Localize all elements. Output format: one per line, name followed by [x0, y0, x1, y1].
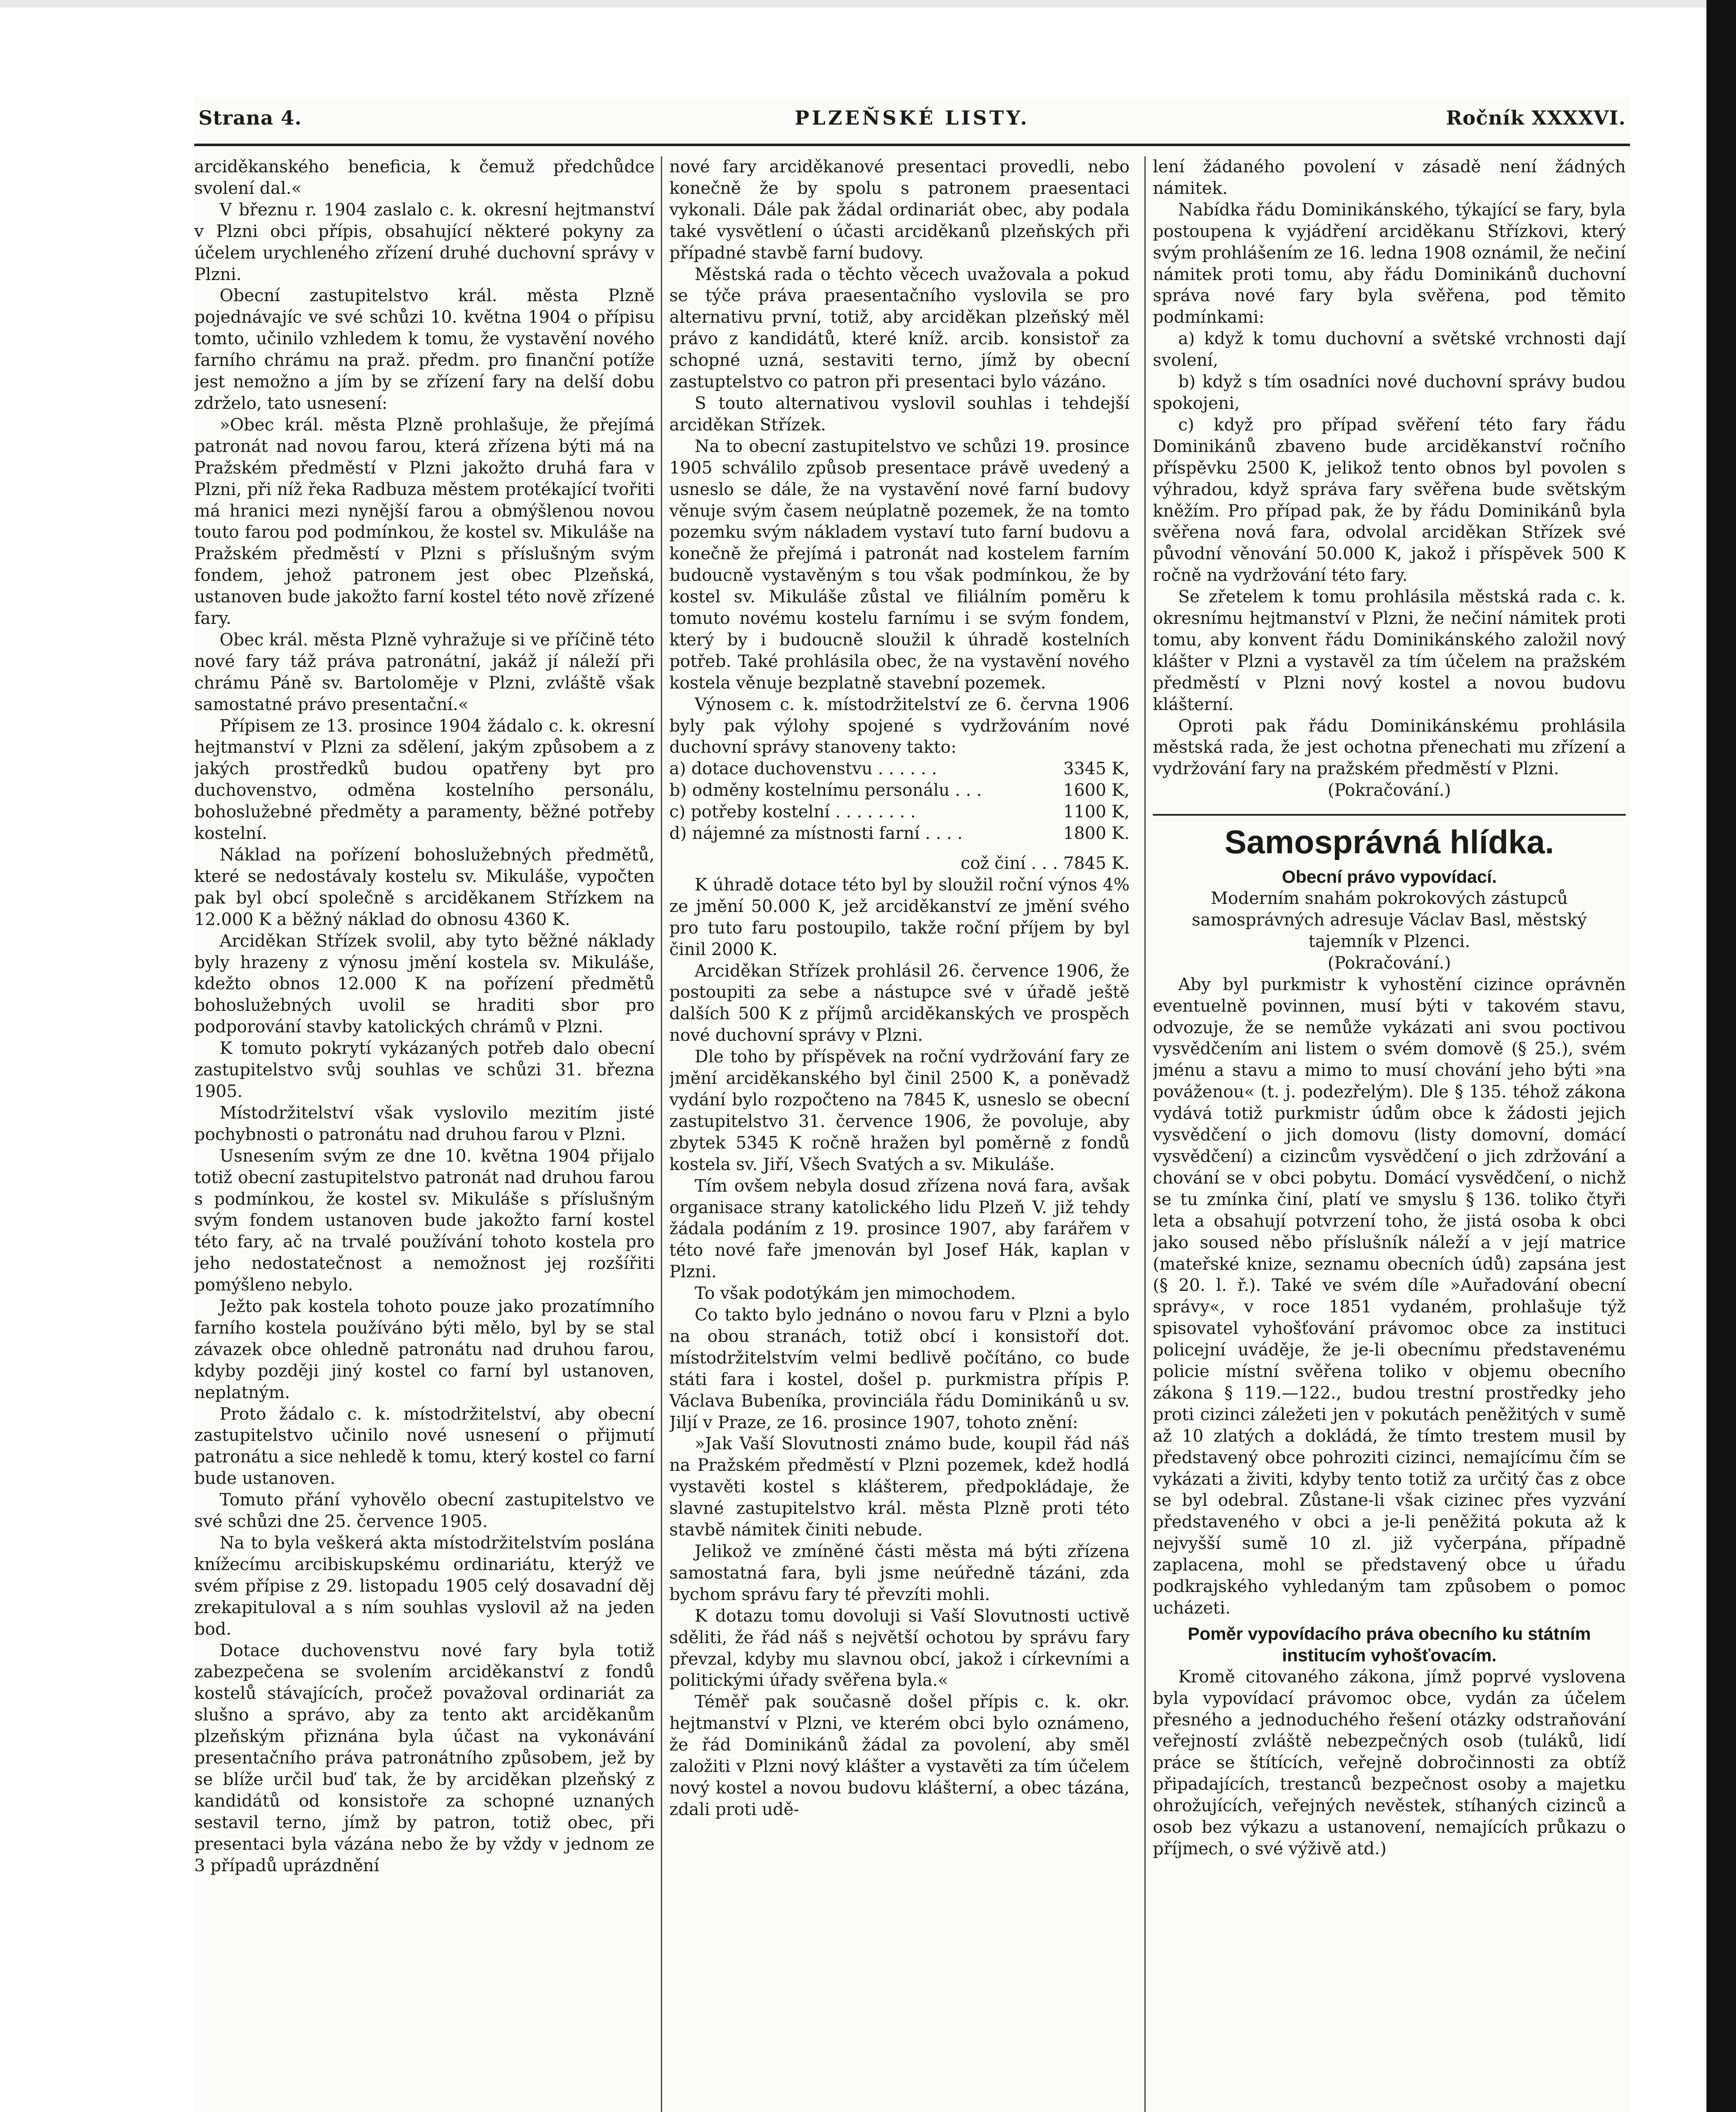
paragraph: arciděkanského beneficia, k čemuž předchůdce svolení dal.« [194, 157, 655, 198]
paragraph: Náklad na pořízení bohoslužebných předmětů, které se nedostávaly kostelu sv. Mikuláše, vypočten pak byl obcí společně s arciděkanem Střízkem na 12.000 K a běžný náklad do obnosu 4360 K. [194, 845, 655, 929]
expense-total: což činí . . . 7845 K. [960, 854, 1130, 873]
expense-table [669, 758, 1130, 844]
page-number: Strana 4. [198, 106, 302, 129]
paragraph: c) když pro případ svěření této fary řádu Dominikánů zbaveno bude arciděkanství ročního příspěvku 2500 K, jelikož tento obnos byl povolen s výhradou, když správa fary svěřena bude světským kněžím. Pro případ pak, že by řádu Dominikánů byla svěřena nová fara, odvolal arciděkan Střízek své původní věnování 50.000 K, jakož i příspěvek 500 K ročně na vydržování této fary. [1153, 415, 1626, 585]
masthead-title: PLZEŇSKÉ LISTY. [794, 106, 1030, 129]
subsection-title: Poměr vypovídacího práva obecního ku státním institucím vyhošťovacím. [1187, 1623, 1591, 1665]
continuation-note: (Pokračování.) [1328, 953, 1451, 973]
column-divider-1 [661, 156, 662, 2112]
paragraph: Městská rada o těchto věcech uvažovala a pokud se týče práva praesentačního vyslovila se pro alternativu první, totiž, aby arciděkan plzeňský měl právo z kandidátů, které kníž. arcib. konsistoř za schopné uzná, sestaviti terno, jímž by obecní zastuptelstvo co patron při presentaci bylo vázáno. [669, 264, 1130, 392]
column-1 [194, 156, 655, 2112]
expense-label: d) nájemné za místnosti farní . . . . [669, 824, 963, 844]
paragraph: Na to byla veškerá akta místodržitelstvím poslána knížecímu arcibiskupskému ordinariátu, kterýž ve svém přípise z 29. listopadu 1905 celý dosavadní děj zrekapituloval a s ním souhlas vyslovil až na jeden bod. [194, 1533, 655, 1639]
expense-row [669, 823, 1130, 844]
expense-row [669, 758, 1130, 780]
paragraph: »Obec král. města Plzně prohlašuje, že přejímá patronát nad novou farou, která zřízena býti má na Pražském předměstí v Plzni jakožto druhá fara v Plzni, při níž řeka Radbuza městem protékající tvořiti má hranici mezi nynější farou a obmýšlenou novou touto farou pod podmínkou, že kostel sv. Mikuláše na Pražském předměstí v Plzni s příslušným svým fondem, jehož patronem jest obec Plzeňská, ustanoven bude jakožto farní kostel této nově zřízené fary. [194, 415, 655, 629]
column-3 [1153, 156, 1626, 2112]
paragraph: K tomuto pokrytí vykázaných potřeb dalo obecní zastupitelstvo svůj souhlas ve schůzi 31. března 1905. [194, 1039, 655, 1101]
section-divider [1153, 814, 1626, 816]
paragraph: Se zřetelem k tomu prohlásila městská rada c. k. okresnímu hejtmanství v Plzni, že nečiní námitek proti tomu, aby konvent řádu Dominikánského založil nový klášter v Plzni a vystavěl za tím účelem na pražském předměstí v Plzni nový kostel a novou budovu klášterní. [1153, 587, 1626, 714]
paragraph: nové fary arciděkanové presentaci provedli, nebo konečně že by spolu s patronem praesentaci vykonali. Dále pak žádal ordinariát obec, aby podala také vysvětlení o účasti arciděkanů plzeňských při případné stavbě farní budovy. [669, 157, 1130, 263]
expense-label: c) potřeby kostelní . . . . . . . . [669, 802, 916, 822]
scan-edge-right [1706, 0, 1736, 2112]
paragraph: To však podotýkám jen mimochodem. [695, 1284, 1016, 1304]
paragraph: Tomuto přání vyhovělo obecní zastupitelstvo ve své schůzi dne 25. července 1905. [194, 1490, 655, 1532]
newspaper-page [194, 97, 1630, 2112]
expense-row [669, 801, 1130, 823]
paragraph: Proto žádalo c. k. místodržitelství, aby obecní zastupitelstvo učinilo nové usnesení o přijmutí patronátu a sice nehledě k tomu, který kostel co farní bude ustanoven. [194, 1404, 655, 1489]
column-2 [669, 156, 1130, 2112]
paragraph: lení žádaného povolení v zásadě není žádných námitek. [1153, 157, 1626, 198]
paragraph: Dotace duchovenstvu nové fary byla totiž zabezpečena se svolením arciděkanství z fondů kostelů stávajících, pročež považoval ordinariát za slušno a správo, aby za tento akt arciděkanům plzeňským přiznána byla účast na vykonávání presentačního práva patronátního způsobem, jež by se blíže určil buď tak, že by arciděkan plzeňský z kandidátů od konsistoře za schopné uznaných sestavil terno, jímž by patron, totiž obec, při presentaci byla vázána nebo že by vždy v jednom ze 3 případů uprázdnění [194, 1641, 655, 1875]
volume-label: Ročník XXXXVI. [1446, 106, 1626, 129]
article-title: Obecní právo vypovídací. [1282, 867, 1497, 887]
paragraph: K dotazu tomu dovoluji si Vaší Slovutnosti uctivě sděliti, že řád náš s největší ochotou by správu fary převzal, kdyby mu slavnou obcí, jakož i církevními a politickými úřady svěřena byla.« [669, 1606, 1130, 1690]
paragraph: Dle toho by příspěvek na roční vydržování fary ze jmění arciděkanského byl činil 2500 K, a poněvadž vydání bylo rozpočteno na 7845 K, usneslo se obecní zastupitelstvo 31. července 1906, že povoluje, aby zbytek 5345 K ročně hražen byl poměrně z fondů kostela sv. Jiří, Všech Svatých a sv. Mikuláše. [669, 1047, 1130, 1174]
expense-label: a) dotace duchovenstvu . . . . . . [669, 759, 937, 779]
paragraph: V březnu r. 1904 zaslalo c. k. okresní hejtmanství v Plzni obci přípis, obsahující některé pokyny za účelem urychleného zřízení druhé duchovní správy v Plzni. [194, 200, 655, 284]
paragraph: Obec král. města Plzně vyhražuje si ve příčině této nové fary táž práva patronátní, jakáž jí náleží při chrámu Páně sv. Bartoloměje v Plzni, zvláště však samostatné právo presentační.« [194, 630, 655, 714]
paragraph: a) když k tomu duchovní a světské vrchnosti dají svolení, [1153, 329, 1626, 370]
paragraph: Výnosem c. k. místodržitelství ze 6. června 1906 byly pak výlohy spojené s vydržováním nové duchovní správy stanoveny takto: [669, 694, 1130, 757]
page-header [194, 97, 1630, 146]
paragraph: Ježto pak kostela tohoto pouze jako prozatímního farního kostela používáno býti mělo, byl by se stal závazek obce ohledně patronátu nad druhou farou, kdyby později jiný kostel co farní byl ustanoven, neplatným. [194, 1297, 655, 1402]
expense-amount: 1800 K. [1063, 824, 1130, 844]
paragraph: Nabídka řádu Dominikánského, týkající se fary, byla postoupena k vyjádření arciděkanu Střízkovi, který svým prohlášením ze 16. ledna 1908 oznámil, že nečiní námitek proti tomu, aby řádu Dominikánů duchovní správa nové fary byla svěřena, pod těmito podmínkami: [1153, 200, 1626, 327]
paragraph: b) když s tím osadníci nové duchovní správy budou spokojeni, [1153, 372, 1626, 413]
paragraph: Aby byl purkmistr k vyhostění cizince oprávněn eventuelně povinnen, musí býti v takovém stavu, odvozuje, že se nemůže vykázati ani svou poctivou vysvědčením ani listem o svém domově (§ 25.), svém jménu a stavu a mimo to musí chování jeho býti »na pováženou« (t. j. podezřelým). Dle § 135. téhož zákona vydává totiž purkmistr údům obce k žádosti jejich vysvědčení o jich domovu (listy domovní, domácí vysvědčení) a cizincům vysvědčení o jich zdržování a chování se v obci pobytu. Domácí vysvědčení, o nichž se tu zmínka činí, platí ve smyslu § 136. toliko čtyři leta a obsahují potvrzení toho, že jistá osoba k obci jako soused něbo příslušník náleží a v její matrice (mateřské knize, seznamu obecních údů) zapsána jest (§ 20. l. ř.). Také ve svém díle »Auřadování obecní správy«, v roce 1851 vydaném, prohlašuje týž spisovatel vyhošťování právomoc obce za instituci policejní uváděje, že je-li obecnímu představenému policie místní svěřena toliko v objemu obecního zákona § 119.—122., budou trestní prostředky jeho proti cizinci záležeti jen v pokutách peněžitých v sumě až 10 zlatých a dokládá, že tímto trestem musil by představený obce pohroziti cizinci, nemajícímu čím se vykázati a živiti, kdyby tento totiž za určitý čas z obce se byl odebral. Zůstane-li však cizinec přes vyzvání představeného v obci a je-li peněžitá pokuta až k nejvyšší sumě 10 zl. již vyčerpána, případně zaplacena, mohl se představený obce u úřadu podkrajského vyhledaným tam způsobem o pomoc ucházeti. [1153, 974, 1626, 1618]
expense-amount: 3345 K, [1063, 759, 1130, 779]
paragraph: »Jak Vaší Slovutnosti známo bude, koupil řád náš na Pražském předměstí v Plzni pozemek, kdež hodlá vystavěti kostel s klášterem, předpokládaje, že slavné zastupitelstvo král. města Plzně proti této stavbě námitek činiti nebude. [669, 1434, 1130, 1540]
paragraph: K úhradě dotace této byl by sloužil roční výnos 4% ze jmění 50.000 K, jež arciděkanství ze jmění svého pro tuto faru postoupilo, takže roční příjem by byl činil 2000 K. [669, 875, 1130, 959]
column-divider-2 [1144, 156, 1146, 2112]
expense-amount: 1600 K, [1063, 781, 1130, 800]
paragraph: Usnesením svým ze dne 10. května 1904 přijalo totiž obecní zastupitelstvo patronát nad druhou farou s podmínkou, že kostel sv. Mikuláše s příslušným svým fondem ustanoven bude jakožto farní kostel této fary, ač na trvalé používání tohoto kostela pro jeho nedostatečnost a nemožnost jej rozšířiti pomýšleno nebylo. [194, 1146, 655, 1295]
paragraph: Přípisem ze 13. prosince 1904 žádalo c. k. okresní hejtmanství v Plzni za sdělení, jakým způsobem a z jakých prostředků budou opatřeny byt pro duchovenstvo, odměna kostelního personálu, bohoslužebné předměty a paramenty, běžné potřeby kostelní. [194, 716, 655, 844]
paragraph: Místodržitelství však vyslovilo mezitím jisté pochybnosti o patronátu nad druhou farou v Plzni. [194, 1103, 655, 1144]
scan-edge-top [0, 0, 1736, 8]
section-title: Samosprávná hlídka. [1224, 823, 1554, 861]
expense-label: b) odměny kostelnímu personálu . . . [669, 781, 982, 800]
paragraph: Jelikož ve zmíněné části města má býti zřízena samostatná fara, byli jsme neúředně tázáni, zda bychom správu fary té převzíti mohli. [669, 1542, 1130, 1604]
expense-amount: 1100 K, [1063, 802, 1130, 822]
paragraph: Kromě citovaného zákona, jímž poprvé vyslovena byla vypovídací právomoc obce, vydán za účelem přesného a jednoduchého řešení otázky odstraňování veřejností zvláště nebezpečných osob (tuláků, lidí práce se štítících, veřejně dobročinnosti za obtíž připadajících, trestanců bezpečnost osoby a majetku ohrožujících, veřejných nevěstek, stíhaných cizinců a osob bez výkazu a ustanovení, nemajících průkazu o příjmech, o své výživě atd.) [1153, 1667, 1626, 1859]
article-byline: Moderním snahám pokrokových zástupců samosprávných adresuje Václav Basl, městský tajemník v Plzenci. [1192, 889, 1587, 951]
expense-row [669, 780, 1130, 801]
paragraph: Arciděkan Střízek prohlásil 26. července 1906, že postoupiti za sebe a nástupce své v úřadě ještě dalších 500 K z příjmů arciděkanských ve prospěch nové duchovní správy v Plzni. [669, 961, 1130, 1045]
paragraph: Oproti pak řádu Dominikánskému prohlásila městská rada, že jest ochotna přenechati mu zřízení a vydržování fary na pražském předměstí v Plzni. [1153, 716, 1626, 779]
continuation-note: (Pokračování.) [1328, 781, 1451, 800]
paragraph: Tím ovšem nebyla dosud zřízena nová fara, avšak organisace strany katolického lidu Plzeň V. již tehdy žádala podáním z 19. prosince 1907, aby farářem v této nové faře jmenován byl Josef Hák, kaplan v Plzni. [669, 1176, 1130, 1282]
paragraph: Arciděkan Střízek svolil, aby tyto běžné náklady byly hrazeny z výnosu jmění kostela sv. Mikuláše, kdežto obnos 12.000 K na pořízení předmětů bohoslužebných uvolil se hraditi sbor pro podporování stavby katolických chrámů v Plzni. [194, 931, 655, 1037]
paragraph: Obecní zastupitelstvo král. města Plzně pojednávajíc ve své schůzi 10. května 1904 o přípisu tomto, učinilo vzhledem k tomu, že vystavění nového farního chrámu na praž. předm. pro finanční potíže jest nemožno a jím by se zřízení fary na delší dobu zdrželo, tato usnesení: [194, 286, 655, 413]
paragraph: Na to obecní zastupitelstvo ve schůzi 19. prosince 1905 schválilo způsob presentace právě uvedený a usneslo se dále, že na vystavění nové farní budovy věnuje svým časem neúplatně pozemek, že na tomto pozemku svým nákladem vystaví tuto farní budovu a konečně že přejímá i patronát nad kostelem farním budoucně vystavěným s tou však podmínkou, že by kostel sv. Mikuláše zůstal ve filiálním poměru k tomuto novému kostelu farnímu i se svým fondem, který by i budoucně sloužil k úhradě kostelních potřeb. Také prohlásila obec, že na vystavění nového kostela věnuje bezplatně stavební pozemek. [669, 436, 1130, 693]
paragraph: Co takto bylo jednáno o novou faru v Plzni a bylo na obou stranách, totiž obcí i konsistoří dot. místodržitelstvím velmi bedlivě počítáno, co bude státi fara i kostel, došel p. purkmistra přípis P. Václava Bubeníka, provinciála řádu Dominikánů u sv. Jiljí v Praze, ze 16. prosince 1907, tohoto znění: [669, 1305, 1130, 1432]
paragraph: Téměř pak současně došel přípis c. k. okr. hejtmanství v Plzni, ve kterém obci bylo oznámeno, že řád Dominikánů žádal za povolení, aby směl založiti v Plzni nový klášter a vystavěti za tím účelem nový kostel a novou budovu klášterní, a obec tázána, zdali proti udě- [669, 1692, 1130, 1819]
paragraph: S touto alternativou vyslovil souhlas i tehdejší arciděkan Střízek. [669, 393, 1130, 435]
